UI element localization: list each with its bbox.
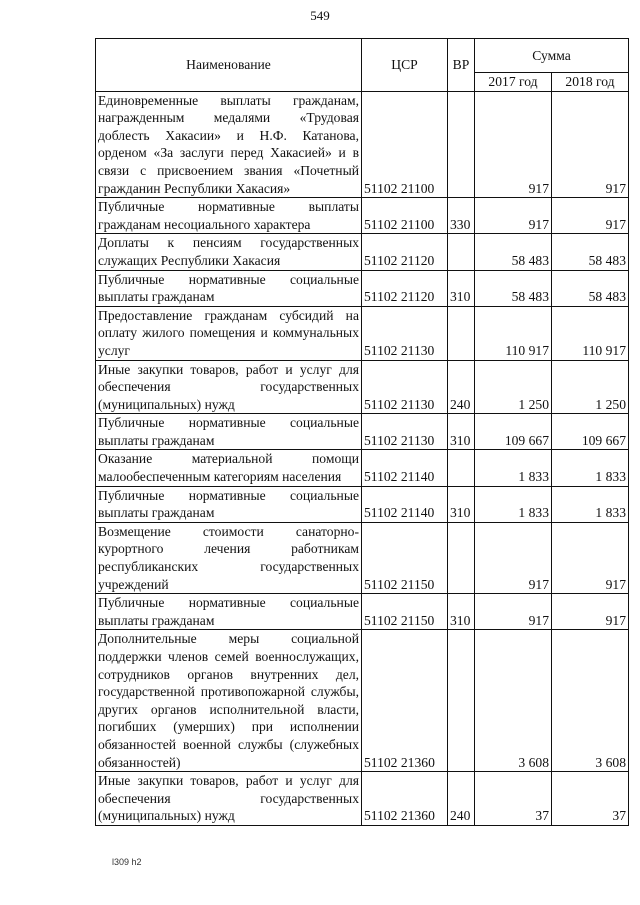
row-name: Иные закупки товаров, работ и услуг для обеспечения государственных (муниципальных) нужд	[96, 360, 362, 414]
table-row	[96, 270, 629, 306]
table-row	[96, 630, 629, 772]
row-amount-2017: 3 608	[475, 630, 552, 772]
table-row	[96, 450, 629, 486]
row-csr: 51102 21130	[362, 306, 448, 360]
header-name: Наименование	[96, 39, 362, 92]
row-amount-2017: 110 917	[475, 306, 552, 360]
row-csr: 51102 21120	[362, 270, 448, 306]
budget-table	[95, 38, 629, 826]
row-amount-2017: 917	[475, 522, 552, 593]
row-amount-2018: 58 483	[552, 234, 629, 270]
table-row	[96, 198, 629, 234]
row-amount-2017: 58 483	[475, 270, 552, 306]
row-csr: 51102 21360	[362, 772, 448, 826]
page-number: 549	[310, 8, 330, 23]
row-amount-2018: 1 250	[552, 360, 629, 414]
row-amount-2017: 37	[475, 772, 552, 826]
row-csr: 51102 21150	[362, 522, 448, 593]
row-csr: 51102 21140	[362, 486, 448, 522]
row-vr	[448, 630, 475, 772]
row-amount-2018: 1 833	[552, 450, 629, 486]
row-name: Доплаты к пенсиям государственных служащих Республики Хакасия	[96, 234, 362, 270]
header-sum: Сумма	[475, 39, 629, 73]
row-name: Иные закупки товаров, работ и услуг для обеспечения государственных (муниципальных) нужд	[96, 772, 362, 826]
row-amount-2017: 917	[475, 91, 552, 198]
row-amount-2017: 917	[475, 594, 552, 630]
row-vr	[448, 234, 475, 270]
row-amount-2018: 917	[552, 594, 629, 630]
row-vr: 310	[448, 594, 475, 630]
row-name: Возмещение стоимости санаторно-курортного лечения работникам республиканских государственных учреждений	[96, 522, 362, 593]
table-row	[96, 414, 629, 450]
table-row	[96, 522, 629, 593]
row-name: Публичные нормативные социальные выплаты гражданам	[96, 594, 362, 630]
table-row	[96, 91, 629, 198]
row-amount-2018: 110 917	[552, 306, 629, 360]
row-name: Публичные нормативные выплаты гражданам несоциального характера	[96, 198, 362, 234]
header-csr: ЦСР	[362, 39, 448, 92]
row-name: Дополнительные меры социальной поддержки членов семей военнослужащих, сотрудников органов внутренних дел, государственной противопожарной службы, других органов исполнительной власти, погибших (умерших) при исполнении обязанностей военной службы (служебных обязанностей)	[96, 630, 362, 772]
header-vr: ВР	[448, 39, 475, 92]
row-amount-2017: 917	[475, 198, 552, 234]
table-row	[96, 234, 629, 270]
row-csr: 51102 21140	[362, 450, 448, 486]
row-amount-2018: 1 833	[552, 486, 629, 522]
row-amount-2017: 1 833	[475, 486, 552, 522]
row-amount-2018: 109 667	[552, 414, 629, 450]
row-name: Оказание материальной помощи малообеспеченным категориям населения	[96, 450, 362, 486]
row-amount-2018: 917	[552, 198, 629, 234]
row-csr: 51102 21100	[362, 198, 448, 234]
row-csr: 51102 21150	[362, 594, 448, 630]
row-vr	[448, 91, 475, 198]
row-vr	[448, 306, 475, 360]
row-vr	[448, 522, 475, 593]
row-name: Предоставление гражданам субсидий на оплату жилого помещения и коммунальных услуг	[96, 306, 362, 360]
row-vr: 240	[448, 360, 475, 414]
footer-code: l309 h2	[112, 857, 142, 867]
row-vr: 310	[448, 486, 475, 522]
table-row	[96, 772, 629, 826]
row-csr: 51102 21120	[362, 234, 448, 270]
row-amount-2017: 58 483	[475, 234, 552, 270]
row-vr: 310	[448, 414, 475, 450]
row-vr: 310	[448, 270, 475, 306]
table-row	[96, 486, 629, 522]
row-amount-2018: 37	[552, 772, 629, 826]
row-csr: 51102 21130	[362, 360, 448, 414]
row-name: Единовременные выплаты гражданам, награжденным медалями «Трудовая доблесть Хакасии» и Н.Ф. Катанова, орденом «За заслуги перед Хакасией» и в связи с присвоением звания «Почетный гражданин Республики Хакасия»	[96, 91, 362, 198]
row-name: Публичные нормативные социальные выплаты гражданам	[96, 486, 362, 522]
row-amount-2018: 3 608	[552, 630, 629, 772]
table-row	[96, 594, 629, 630]
row-amount-2017: 1 250	[475, 360, 552, 414]
table-row	[96, 306, 629, 360]
row-amount-2018: 58 483	[552, 270, 629, 306]
table-row	[96, 360, 629, 414]
row-amount-2017: 109 667	[475, 414, 552, 450]
row-vr: 330	[448, 198, 475, 234]
row-csr: 51102 21100	[362, 91, 448, 198]
row-vr: 240	[448, 772, 475, 826]
row-vr	[448, 450, 475, 486]
row-amount-2018: 917	[552, 91, 629, 198]
row-csr: 51102 21130	[362, 414, 448, 450]
row-name: Публичные нормативные социальные выплаты гражданам	[96, 270, 362, 306]
row-csr: 51102 21360	[362, 630, 448, 772]
row-amount-2017: 1 833	[475, 450, 552, 486]
header-year-2018: 2018 год	[552, 73, 629, 92]
row-amount-2018: 917	[552, 522, 629, 593]
header-year-2017: 2017 год	[475, 73, 552, 92]
row-name: Публичные нормативные социальные выплаты гражданам	[96, 414, 362, 450]
